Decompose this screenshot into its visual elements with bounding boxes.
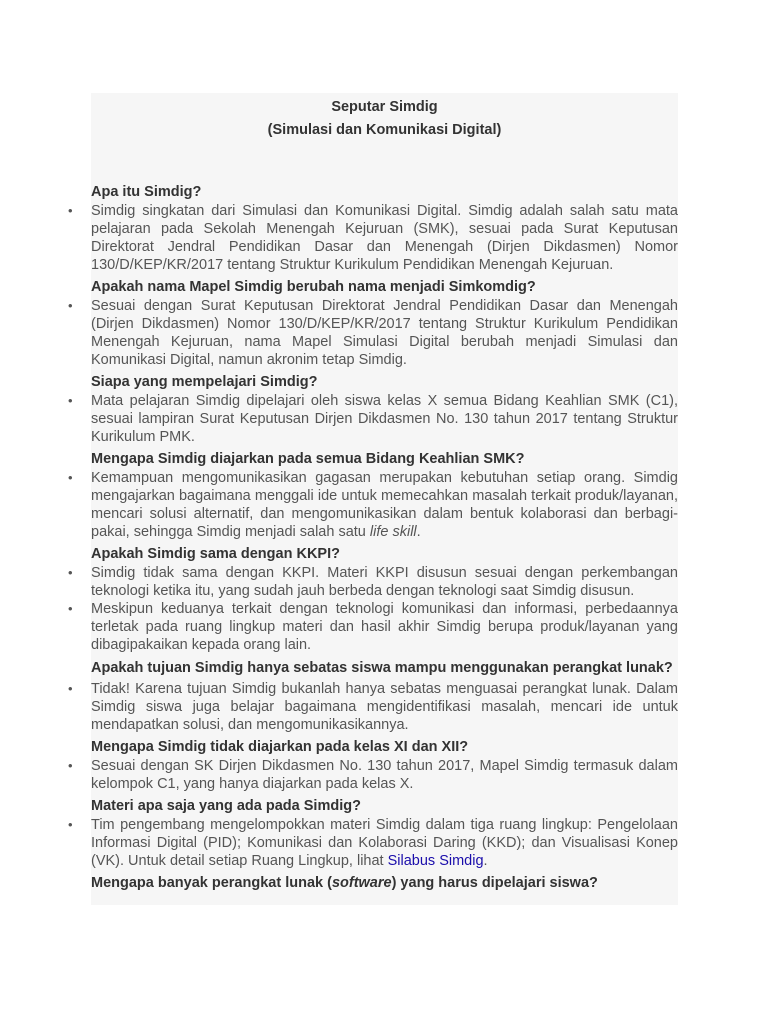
faq-answer xyxy=(91,469,678,541)
faq-answer: • Sesuai dengan Surat Keputusan Direktorat Jendral Pendidikan Dasar dan Menengah (Dirjen Dikdasmen) Nomor 130/D/KEP/KR/2017 tentang Struktur Kurikulum Pendidikan Menengah Kejuruan, nama Mapel Simulasi Digital berubah menjadi Simulasi dan Komunikasi Digital, namun akronim tetap Simdig. xyxy=(91,297,678,369)
emphasis-text: life skill xyxy=(369,524,417,540)
faq-question: Apa itu Simdig? xyxy=(91,184,202,200)
faq-answer: • Simdig tidak sama dengan KKPI. Materi KKPI disusun sesuai dengan perkembangan teknologi ketika itu, yang sudah jauh berbeda dengan teknologi saat Simdig disusun. xyxy=(91,564,678,600)
faq-answer-list xyxy=(91,297,678,369)
faq-answer-list xyxy=(91,469,678,541)
faq-answer-list xyxy=(91,564,678,654)
faq-answer xyxy=(91,816,678,870)
faq-answer: • Mata pelajaran Simdig dipelajari oleh siswa kelas X semua Bidang Keahlian SMK (C1), sesuai lampiran Surat Keputusan Dirjen Dikdasmen No. 130 tahun 2017 tentang Struktur Kurikulum PMK. xyxy=(91,392,678,446)
answer-text: Kemampuan mengomunikasikan gagasan merupakan kebutuhan setiap orang. Simdig mengajarkan bagaimana menggali ide untuk memecahkan masalah terkait produk/layanan, mencari solusi alternatif, dan mengomunikasikan dalam bentuk kolaborasi dan berbagi-pakai, sehingga Simdig menjadi salah satu xyxy=(91,470,678,540)
faq-answer: • Tidak! Karena tujuan Simdig bukanlah hanya sebatas menguasai perangkat lunak. Dalam Simdig siswa juga belajar bagaimana mengidentifikasi masalah, mencari ide untuk mendapatkan solusi, dan mengomunikasikannya. xyxy=(91,680,678,734)
faq-answer-list xyxy=(91,680,678,734)
document-title xyxy=(91,93,678,182)
faq-question: Materi apa saja yang ada pada Simdig? xyxy=(91,798,361,814)
question-text: Mengapa banyak perangkat lunak ( xyxy=(91,875,332,891)
title-line-1: Seputar Simdig xyxy=(331,99,438,115)
faq-answer-list xyxy=(91,816,678,870)
faq-question: Apakah tujuan Simdig hanya sebatas siswa mampu menggunakan perangkat lunak? xyxy=(91,660,673,676)
faq-answer: • Sesuai dengan SK Dirjen Dikdasmen No. 130 tahun 2017, Mapel Simdig termasuk dalam kelompok C1, yang hanya diajarkan pada kelas X. xyxy=(91,757,678,793)
answer-text: Tim pengembang mengelompokkan materi Simdig dalam tiga ruang lingkup: Pengelolaan Informasi Digital (PID); Komunikasi dan Kolaborasi Daring (KKD); dan Visualisasi Konep (VK). Untuk detail setiap Ruang Lingkup, lihat xyxy=(91,817,678,869)
faq-answer: • Simdig singkatan dari Simulasi dan Komunikasi Digital. Simdig adalah salah satu mata pelajaran pada Sekolah Menengah Kejuruan (SMK), sesuai pada Surat Keputusan Direktorat Jendral Pendidikan Dasar dan Menengah (Dirjen Dikdasmen) Nomor 130/D/KEP/KR/2017 tentang Struktur Kurikulum Pendidikan Menengah Kejuruan. xyxy=(91,202,678,274)
faq-question: Siapa yang mempelajari Simdig? xyxy=(91,374,318,390)
faq-question: Mengapa Simdig tidak diajarkan pada kelas XI dan XII? xyxy=(91,739,469,755)
answer-text: . xyxy=(483,853,488,869)
faq-question: Apakah nama Mapel Simdig berubah nama menjadi Simkomdig? xyxy=(91,279,536,295)
question-text: ) yang harus dipelajari siswa? xyxy=(391,875,598,891)
faq-answer-list xyxy=(91,757,678,793)
faq-question: Mengapa Simdig diajarkan pada semua Bidang Keahlian SMK? xyxy=(91,451,525,467)
title-line-2: (Simulasi dan Komunikasi Digital) xyxy=(267,122,502,138)
faq-question: Apakah Simdig sama dengan KKPI? xyxy=(91,546,340,562)
answer-text: . xyxy=(416,524,421,540)
faq-question xyxy=(91,873,678,893)
faq-answer-list xyxy=(91,392,678,446)
silabus-simdig-link[interactable]: Silabus Simdig xyxy=(387,853,484,869)
emphasis-text: software xyxy=(331,875,392,891)
faq-answer: • Meskipun keduanya terkait dengan teknologi komunikasi dan informasi, perbedaannya terletak pada ruang lingkup materi dan hasil akhir Simdig berupa produk/layanan yang dibagipakaikan kepada orang lain. xyxy=(91,600,678,654)
faq-answer-list xyxy=(91,202,678,274)
document-page xyxy=(91,93,678,905)
